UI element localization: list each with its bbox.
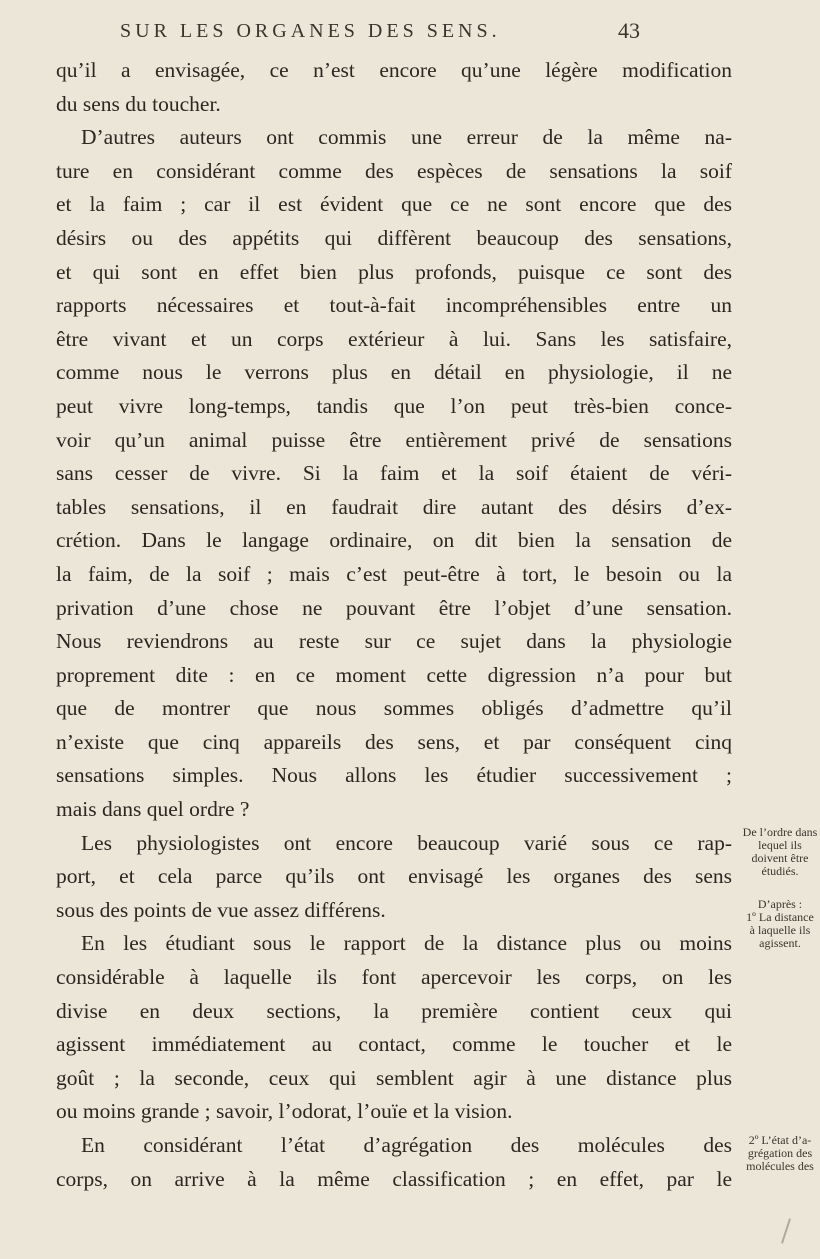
text-line: Nous reviendrons au reste sur ce sujet dans la physiologie: [56, 629, 732, 654]
text-line: considérable à laquelle ils font apercevoir les corps, on les: [56, 965, 732, 990]
text-line: ou moins grande ; savoir, l’odorat, l’ouïe et la vision.: [56, 1099, 513, 1124]
text-line: sous des points de vue assez différens.: [56, 897, 386, 922]
text-line: En les étudiant sous le rapport de la distance plus ou moins: [81, 931, 732, 956]
text-line: voir qu’un animal puisse être entièrement privé de sensations: [56, 427, 732, 452]
text-line: corps, on arrive à la même classification ; en effet, par le: [56, 1166, 732, 1191]
running-title: SUR LES ORGANES DES SENS.: [120, 20, 501, 42]
text-line: mais dans quel ordre ?: [56, 797, 250, 822]
text-line: proprement dite : en ce moment cette digression n’a pour but: [56, 662, 732, 687]
text-line: sensations simples. Nous allons les étudier successivement ;: [56, 763, 732, 788]
body-text: [56, 54, 732, 1196]
text-line: la faim, de la soif ; mais c’est peut-être à tort, le besoin ou la: [56, 561, 732, 586]
text-line: qu’il a envisagée, ce n’est encore qu’une légère modification: [56, 58, 732, 82]
text-line: que de montrer que nous sommes obligés d’admettre qu’il: [56, 696, 732, 721]
margin-note-line: étudiés.: [761, 864, 799, 878]
paper-mark: [781, 1218, 791, 1243]
margin-note-line: lequel ils: [758, 838, 802, 852]
text-line: être vivant et un corps extérieur à lui. Sans les satisfaire,: [56, 326, 732, 351]
text-line: privation d’une chose ne pouvant être l’objet d’une sensation.: [56, 595, 732, 620]
margin-note-line: 1º La distance: [746, 910, 814, 924]
margin-note-order: [740, 826, 820, 878]
margin-note-line: molécules des: [746, 1159, 814, 1173]
text-line: agissent immédiatement au contact, comme le toucher et le: [56, 1032, 732, 1057]
margin-note-line: doivent être: [751, 851, 809, 865]
text-line: port, et cela parce qu’ils ont envisagé les organes des sens: [56, 864, 732, 889]
text-line: goût ; la seconde, ceux qui semblent agir à une distance plus: [56, 1065, 732, 1090]
text-line: D’autres auteurs ont commis une erreur de la même na-: [81, 125, 732, 150]
margin-note-line: 2º L’état d’a-: [748, 1133, 812, 1147]
running-head: [120, 20, 640, 50]
text-line: Les physiologistes ont encore beaucoup varié sous ce rap-: [81, 830, 732, 855]
margin-note-aggregation: [740, 1134, 820, 1173]
page-number: 43: [618, 18, 640, 43]
text-line: du sens du toucher.: [56, 91, 221, 116]
text-line: sans cesser de vivre. Si la faim et la soif étaient de véri-: [56, 461, 732, 486]
text-line: comme nous le verrons plus en détail en physiologie, il ne: [56, 360, 732, 385]
margin-note-line: D’après :: [757, 897, 803, 911]
text-line: désirs ou des appétits qui diffèrent beaucoup des sensations,: [56, 225, 732, 250]
text-line: et qui sont en effet bien plus profonds, puisque ce sont des: [56, 259, 732, 284]
text-line: En considérant l’état d’agrégation des molécules des: [81, 1133, 732, 1157]
margin-note-line: à laquelle ils: [749, 923, 811, 937]
text-line: rapports nécessaires et tout-à-fait incompréhensibles entre un: [56, 293, 732, 318]
text-line: tables sensations, il en faudrait dire autant des désirs d’ex-: [56, 494, 732, 519]
text-line: crétion. Dans le langage ordinaire, on dit bien la sensation de: [56, 528, 732, 553]
text-line: n’existe que cinq appareils des sens, et par conséquent cinq: [56, 729, 732, 754]
margin-note-line: agissent.: [759, 936, 801, 950]
margin-note-distance: [740, 898, 820, 950]
text-line: peut vivre long-temps, tandis que l’on peut très-bien conce-: [56, 393, 732, 418]
text-line: et la faim ; car il est évident que ce ne sont encore que des: [56, 192, 732, 217]
margin-note-line: De l’ordre dans: [742, 825, 818, 839]
text-line: ture en considérant comme des espèces de sensations la soif: [56, 158, 732, 183]
text-line: divise en deux sections, la première contient ceux qui: [56, 998, 732, 1023]
margin-note-line: grégation des: [747, 1146, 813, 1160]
